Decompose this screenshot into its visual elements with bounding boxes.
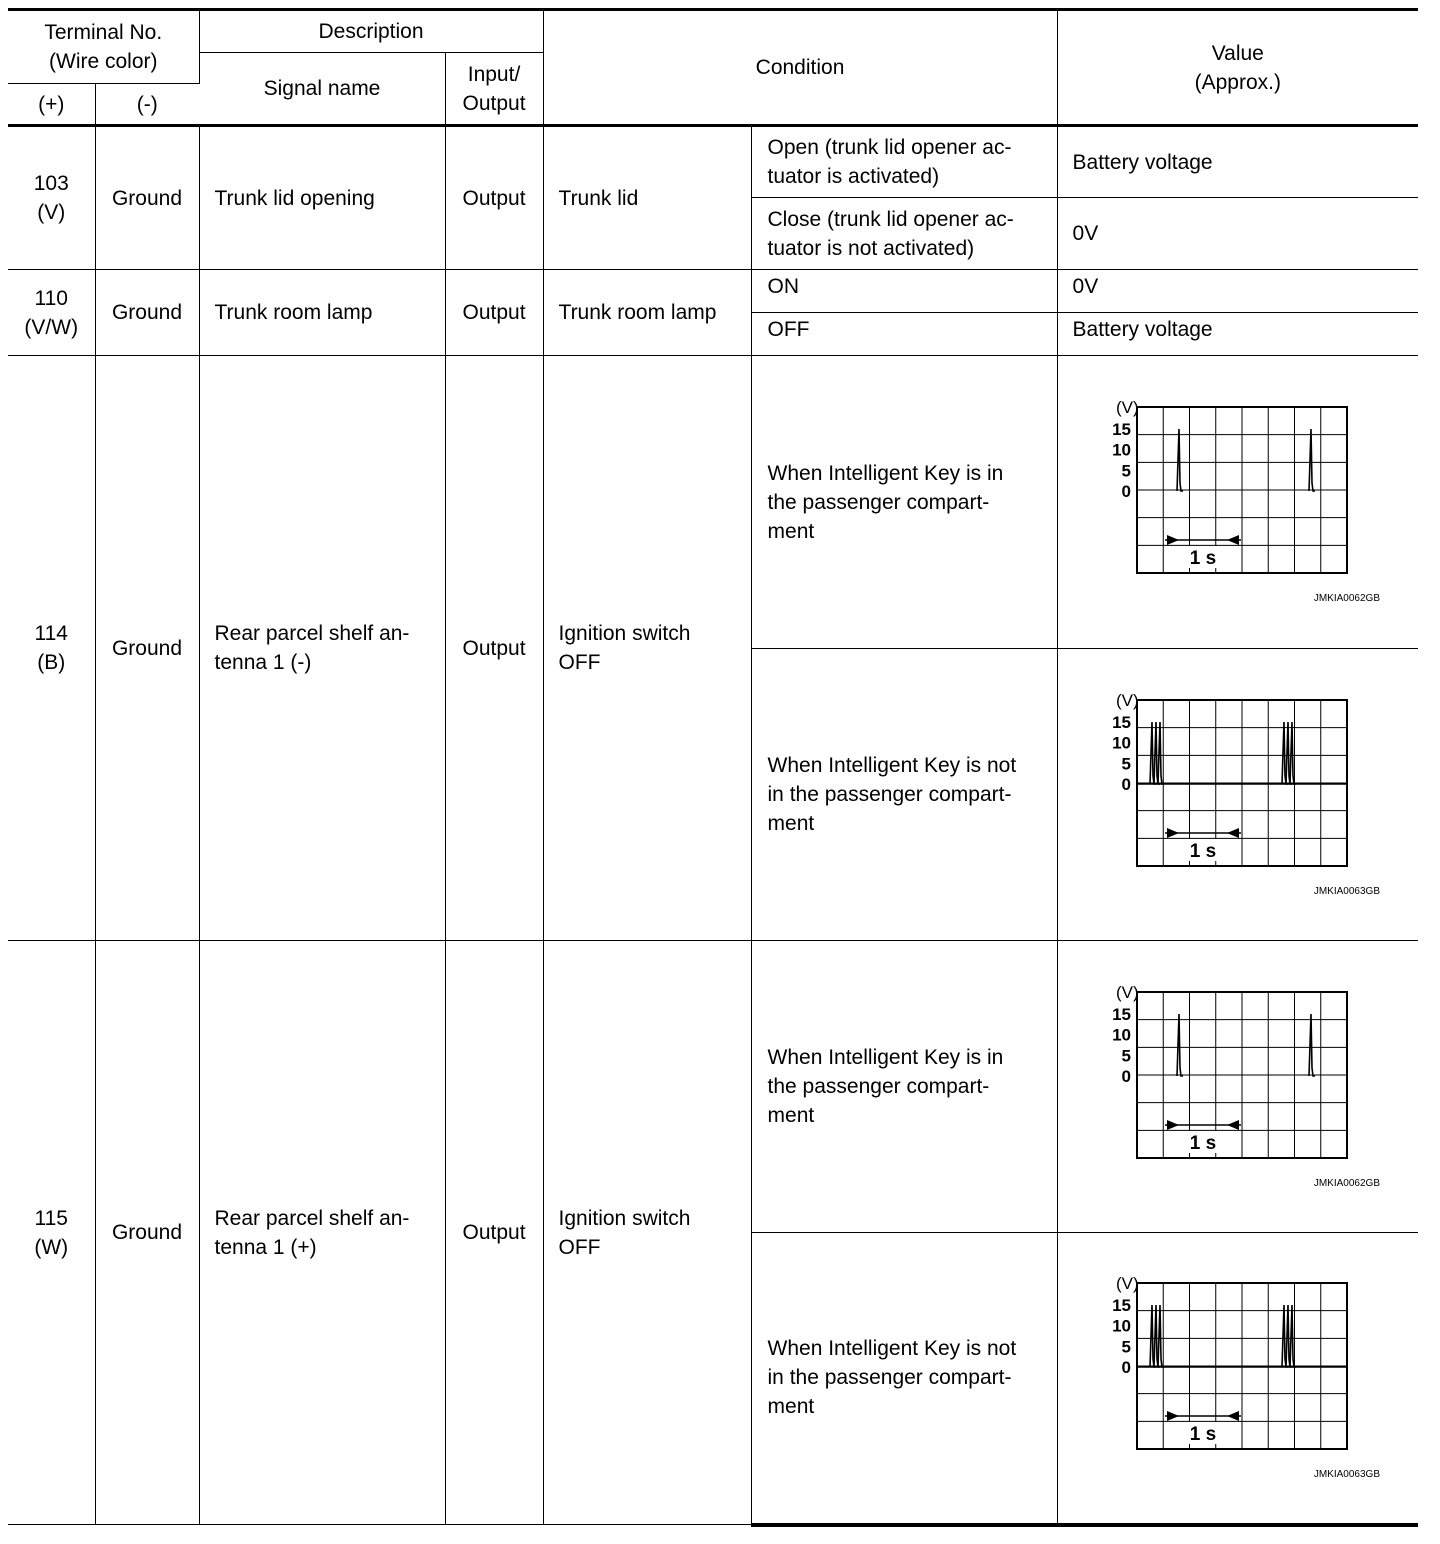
- state-cell: [751, 356, 1057, 649]
- wire-color: (V/W): [24, 315, 79, 339]
- condition-cell: [543, 941, 751, 1525]
- input-output-header: [445, 53, 543, 126]
- y-unit-label: (V): [1115, 1273, 1139, 1293]
- arrow-left-icon: [1227, 1120, 1239, 1130]
- state-text: the passenger compart-: [767, 1075, 990, 1098]
- y-tick-label: 0: [1121, 774, 1131, 794]
- state-text: ment: [767, 1104, 815, 1127]
- terminal-table: [8, 8, 1418, 1527]
- condition-header: Condition: [543, 10, 1057, 126]
- y-unit-label: (V): [1115, 690, 1139, 710]
- y-tick-label: 5: [1121, 753, 1131, 773]
- state-text: When Intelligent Key is not: [767, 754, 1017, 777]
- figure-code: JMKIA0062GB: [1313, 1177, 1380, 1189]
- signal-name-header: Signal name: [199, 53, 445, 126]
- state-cell: OFF: [751, 313, 1057, 356]
- figure-code: JMKIA0062GB: [1313, 593, 1380, 604]
- output-label: Output: [462, 91, 526, 115]
- terminal-cell: [8, 126, 95, 270]
- signal-text: Rear parcel shelf an-: [214, 1206, 410, 1230]
- waveform-cell: [1057, 1233, 1418, 1525]
- table-row: [8, 126, 1418, 198]
- y-unit-label: (V): [1115, 982, 1139, 1002]
- value-cell: 0V: [1057, 270, 1418, 313]
- waveform-chart: [1092, 1273, 1392, 1483]
- y-tick-label: 10: [1111, 733, 1131, 753]
- io-cell: Output: [445, 356, 543, 941]
- minus-cell: Ground: [95, 270, 199, 356]
- arrow-right-icon: [1167, 828, 1179, 838]
- table-row: [8, 941, 1418, 1233]
- terminal-no-header: [8, 10, 199, 84]
- y-unit-label: (V): [1115, 398, 1139, 417]
- state-text: in the passenger compart-: [767, 1366, 1012, 1390]
- pulse-mark: [1177, 429, 1183, 491]
- period-label: 1 s: [1189, 1423, 1216, 1445]
- state-text: the passenger compart-: [767, 490, 990, 514]
- state-text: in the passenger compart-: [767, 783, 1012, 806]
- minus-header: (-): [95, 84, 199, 126]
- condition-text: Ignition switch: [558, 622, 691, 645]
- value-header: [1057, 10, 1418, 126]
- y-tick-label: 0: [1121, 1066, 1131, 1086]
- io-cell: Output: [445, 270, 543, 356]
- input-label: Input/: [467, 62, 521, 86]
- pulse-mark: [1177, 1014, 1183, 1076]
- waveform-chart: [1092, 982, 1392, 1192]
- period-label: 1 s: [1189, 840, 1216, 862]
- figure-code: JMKIA0063GB: [1313, 1468, 1380, 1480]
- value-cell: Battery voltage: [1057, 313, 1418, 356]
- minus-cell: Ground: [95, 356, 199, 941]
- pulse-mark: [1290, 1305, 1296, 1367]
- state-text: ment: [767, 812, 815, 835]
- wire-color-label: (Wire color): [49, 50, 158, 73]
- io-cell: Output: [445, 941, 543, 1525]
- arrow-right-icon: [1167, 535, 1179, 545]
- state-text: Close (trunk lid opener ac-: [767, 207, 1014, 231]
- terminal-cell: [8, 941, 95, 1525]
- state-cell: [751, 649, 1057, 941]
- state-text: ment: [767, 519, 815, 543]
- terminal-number: 114: [34, 622, 68, 645]
- y-tick-label: 5: [1121, 1045, 1131, 1065]
- signal-cell: Trunk room lamp: [199, 270, 445, 356]
- value-cell: Battery voltage: [1057, 126, 1418, 198]
- y-tick-label: 15: [1111, 1295, 1131, 1315]
- y-tick-label: 15: [1111, 712, 1131, 732]
- io-cell: Output: [445, 126, 543, 270]
- waveform-cell: [1057, 356, 1418, 649]
- state-text: ment: [767, 1395, 815, 1419]
- condition-cell: Trunk room lamp: [543, 270, 751, 356]
- y-tick-label: 15: [1111, 420, 1131, 439]
- terminal-number: 110: [34, 286, 68, 310]
- terminal-number: 103: [33, 172, 69, 195]
- y-tick-label: 10: [1111, 1025, 1131, 1045]
- pulse-mark: [1309, 1014, 1315, 1076]
- arrow-left-icon: [1227, 535, 1239, 545]
- waveform-cell: [1057, 649, 1418, 941]
- y-tick-label: 15: [1111, 1004, 1131, 1024]
- wire-color: (W): [34, 1235, 69, 1259]
- state-cell: [751, 198, 1057, 270]
- wire-color: (V): [37, 201, 66, 224]
- plus-header: (+): [8, 84, 95, 126]
- terminal-cell: [8, 270, 95, 356]
- period-label: 1 s: [1189, 1132, 1216, 1154]
- state-text: tuator is not activated): [767, 236, 975, 260]
- condition-text: OFF: [558, 1235, 601, 1259]
- value-label: Value: [1211, 41, 1264, 65]
- state-text: When Intelligent Key is not: [767, 1337, 1017, 1361]
- terminal-cell: [8, 356, 95, 941]
- terminal-number: 115: [34, 1206, 68, 1230]
- pulse-mark: [1309, 429, 1315, 491]
- table-row: [8, 356, 1418, 649]
- terminal-no-label: Terminal No.: [44, 21, 163, 44]
- value-cell: 0V: [1057, 198, 1418, 270]
- signal-cell: [199, 941, 445, 1525]
- y-tick-label: 5: [1121, 461, 1131, 481]
- y-tick-label: 10: [1111, 1316, 1131, 1336]
- condition-cell: Trunk lid: [543, 126, 751, 270]
- approx-label: (Approx.): [1194, 70, 1281, 94]
- state-text: When Intelligent Key is in: [767, 1046, 1004, 1069]
- pulse-mark: [1290, 722, 1296, 784]
- state-text: When Intelligent Key is in: [767, 461, 1004, 485]
- waveform-chart: [1092, 397, 1392, 607]
- signal-text: tenna 1 (-): [214, 651, 312, 674]
- state-text: Open (trunk lid opener ac-: [767, 136, 1012, 159]
- y-tick-label: 0: [1121, 482, 1131, 501]
- minus-cell: Ground: [95, 941, 199, 1525]
- state-cell: [751, 126, 1057, 198]
- waveform-cell: [1057, 941, 1418, 1233]
- condition-cell: [543, 356, 751, 941]
- signal-text: tenna 1 (+): [214, 1235, 317, 1259]
- arrow-left-icon: [1227, 828, 1239, 838]
- signal-cell: [199, 356, 445, 941]
- y-tick-label: 0: [1121, 1357, 1131, 1377]
- description-header: Description: [199, 10, 543, 53]
- condition-text: OFF: [558, 651, 601, 674]
- wire-color: (B): [37, 651, 66, 674]
- figure-code: JMKIA0063GB: [1313, 885, 1380, 897]
- condition-text: Ignition switch: [558, 1206, 691, 1230]
- waveform-chart: [1092, 690, 1392, 900]
- arrow-right-icon: [1167, 1411, 1179, 1421]
- minus-cell: Ground: [95, 126, 199, 270]
- y-tick-label: 5: [1121, 1337, 1131, 1357]
- y-tick-label: 10: [1111, 440, 1131, 460]
- signal-cell: Trunk lid opening: [199, 126, 445, 270]
- signal-text: Rear parcel shelf an-: [214, 622, 410, 645]
- state-text: tuator is activated): [767, 165, 940, 188]
- table-row: [8, 270, 1418, 313]
- period-label: 1 s: [1189, 548, 1216, 569]
- table-header: [8, 10, 1418, 126]
- state-cell: [751, 941, 1057, 1233]
- state-cell: [751, 1233, 1057, 1525]
- state-cell: ON: [751, 270, 1057, 313]
- arrow-right-icon: [1167, 1120, 1179, 1130]
- arrow-left-icon: [1227, 1411, 1239, 1421]
